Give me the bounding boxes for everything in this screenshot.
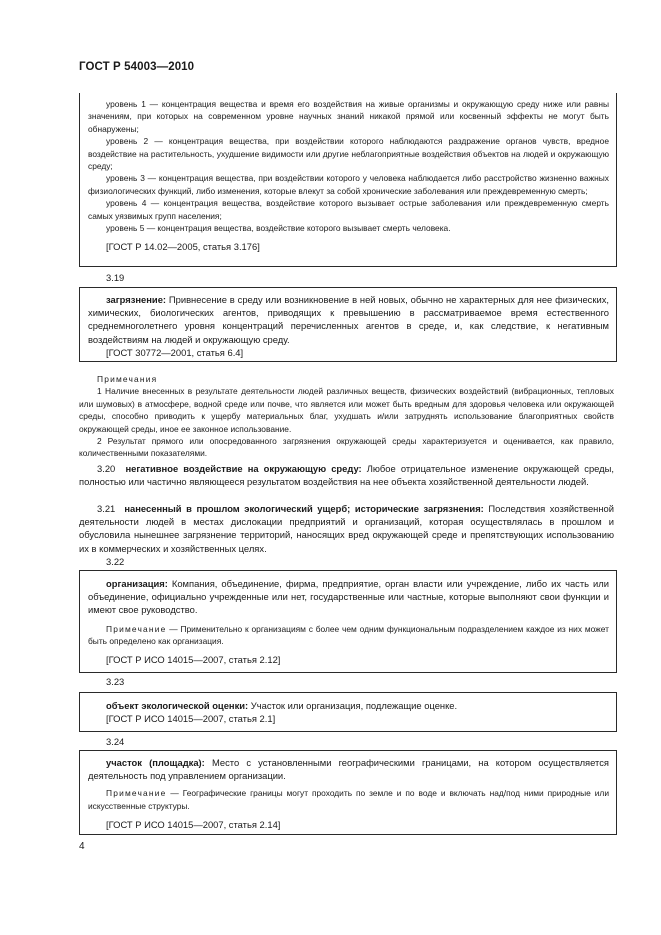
term-box-3-19 [79,287,617,362]
term-number-3-21: 3.21 [97,503,116,514]
notes-heading: Примечания [97,374,158,384]
note-2: 2 Результат прямого или опосредованного загрязнения окружающей среды характеризуется и оценивается, как правило, количественными показателями. [79,436,614,459]
notes-3-19 [79,373,614,460]
term-3-21 [79,502,614,555]
document-header: ГОСТ Р 54003—2010 [79,61,195,73]
level-3-text: уровень 3 — концентрация вещества, при воздействии которого у человека наблюдается либо расстройство жизненно важных физиологических функций, либо изменения, которые влекут за собой хронические заболевания или преждевременную смерть; [88,173,609,196]
term-3-20 [79,462,614,488]
term-3-22-reference: [ГОСТ Р ИСО 14015—2007, статья 2.12] [106,654,281,666]
term-number-3-19: 3.19 [106,272,125,283]
term-3-24-note-text: — Географические границы могут проходить по земле и по воде и включать над/под ними природные или искусственные структуры. [88,788,609,811]
levels-reference: [ГОСТ Р 14.02—2005, статья 3.176] [106,241,260,253]
level-1-text: уровень 1 — концентрация вещества и время его воздействия на живые организмы и окружающую среду ниже или равны значениям, при которых на современном уровне научных знаний никакой прямой или косвенный эффекты не могут быть обнаружены; [88,99,609,134]
term-3-19-reference: [ГОСТ 30772—2001, статья 6.4] [106,346,244,358]
term-3-19-definition: Привнесение в среду или возникновение в ней новых, обычно не характерных для нее физических, химических, биологических агентов, приводящих к превышению в рассматриваемое время естественного среднемноголетнего уровня концентраций перечисленных агентов в среде, и, как следствие, к негативным воздействиям на людей и окружающую среду. [88,294,609,345]
note-1: 1 Наличие внесенных в результате деятельности людей различных веществ, физических воздействий (вибрационных, тепловых или шумовых) в атмосфере, водной среде или почве, что является или может быть вредным для здоровья человека или окружающей среды, способно приводить к ущербу материальных благ, ухудшать и/или затруднять использование благоприятных свойств окружающей среды, иное ее законное использование. [79,386,614,434]
term-number-3-24: 3.24 [106,736,125,747]
term-3-22-title: организация: [106,578,168,589]
term-3-24-title: участок (площадка): [106,757,205,768]
term-3-24-definition: Место с установленными географическими границами, на котором осуществляется деятельность под управлением организации. [88,757,609,782]
level-4-text: уровень 4 — концентрация вещества, воздействие которого вызывает острые заболевания или преждевременную смерть самых уязвимых групп населения; [88,198,609,221]
term-number-3-23: 3.23 [106,676,125,687]
term-box-3-22 [79,570,617,673]
term-3-23-definition: Участок или организация, подлежащие оценке. [248,700,458,711]
level-5-text: уровень 5 — концентрация вещества, воздействие которого вызывает смерть человека. [106,223,451,234]
term-3-22-note-label: Примечание [106,623,167,634]
term-3-21-definition: Последствия хозяйственной деятельности людей в местах дислокации предприятий и организаций, которая осуществлялась в прошлом и обусловила нынешнее загрязнение территорий, наносящих вред окружающей среде и препятствующих использованию их в коммерческих и хозяйственных целях. [79,503,614,554]
term-number-3-20: 3.20 [97,463,116,474]
level-2-text: уровень 2 — концентрация вещества, при воздействии которого наблюдаются раздражение органов чувств, вредное воздействие на растительность, ухудшение видимости или другие неблагоприятные воздействия объектов на людей и окружающую среду; [88,136,609,172]
term-3-19-title: загрязнение: [106,294,167,305]
levels-box [79,93,617,267]
term-3-23-title: объект экологической оценки: [106,700,249,711]
term-box-3-24 [79,750,617,835]
term-3-23-reference: [ГОСТ Р ИСО 14015—2007, статья 2.1] [106,713,276,725]
page-number: 4 [79,841,85,852]
term-3-22-definition: Компания, объединение, фирма, предприятие, орган власти или учреждение, либо их часть или объединение, официально учрежденные или нет, государственные или частные, которые выполняют свои функции и имеют свое руководство. [88,578,609,616]
term-3-24-reference: [ГОСТ Р ИСО 14015—2007, статья 2.14] [106,819,281,831]
term-3-22-note-text: — Применительно к организациям с более чем одним функциональным подразделением каждое из них может быть определено как организация. [88,623,609,647]
term-number-3-22: 3.22 [106,556,125,567]
term-3-21-title: нанесенный в прошлом экологический ущерб; исторические загрязнения: [124,503,484,514]
term-3-20-title: негативное воздействие на окружающую среду: [125,463,362,474]
term-box-3-23 [79,692,617,732]
term-3-20-definition: Любое отрицательное изменение окружающей среды, полностью или частично являющееся результатом воздействия на нее объекта хозяйственной деятельности людей. [79,463,614,488]
term-3-24-note-label: Примечание [106,788,167,799]
